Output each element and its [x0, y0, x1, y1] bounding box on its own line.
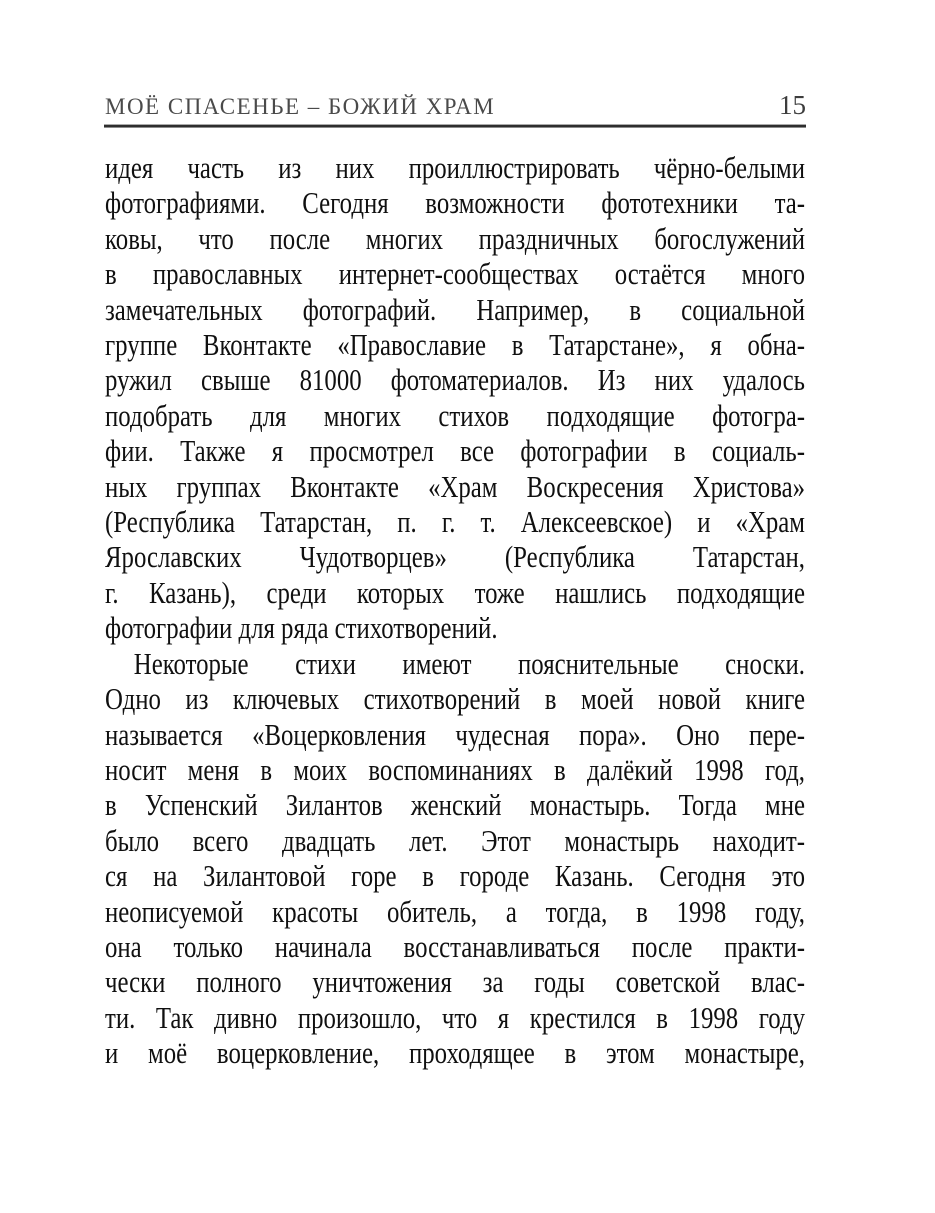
text-line: и моё воцерковление, проходящее в этом монастыре,	[105, 1035, 805, 1071]
text-line: неописуемой красоты обитель, а тогда, в 1998 году,	[105, 893, 805, 929]
text-line: Ярославских Чудотворцев» (Республика Татарстан,	[105, 539, 805, 575]
paragraph	[105, 150, 805, 646]
text-line: в Успенский Зилантов женский монастырь. Тогда мне	[105, 787, 805, 823]
page-number: 15	[779, 90, 806, 120]
text-line: ных группах Вконтакте «Храм Воскресения Христова»	[105, 468, 805, 504]
paragraph	[105, 646, 805, 1071]
text-line: Некоторые стихи имеют пояснительные сноски.	[133, 645, 806, 681]
text-line: носит меня в моих воспоминаниях в далёкий 1998 год,	[105, 751, 805, 787]
text-line: фотографии для ряда стихотворений.	[105, 610, 498, 646]
text-line: было всего двадцать лет. Этот монастырь находит-	[105, 822, 805, 858]
text-line: группе Вконтакте «Православие в Татарстане», я обна-	[105, 327, 805, 363]
text-line: в православных интернет-сообществах остаётся много	[105, 256, 805, 292]
text-line: (Республика Татарстан, п. г. т. Алексеевское) и «Храм	[105, 504, 805, 540]
page-header	[105, 90, 806, 121]
text-line: фии. Также я просмотрел все фотографии в социаль-	[105, 433, 805, 469]
text-line: г. Казань), среди которых тоже нашлись подходящие	[105, 574, 805, 610]
text-line: ружил свыше 81000 фотоматериалов. Из них удалось	[105, 362, 805, 398]
text-line: называется «Воцерковления чудесная пора». Оно пере-	[105, 716, 805, 752]
running-title: МОЁ СПАСЕНЬЕ – БОЖИЙ ХРАМ	[105, 94, 496, 119]
text-line: Одно из ключевых стихотворений в моей новой книге	[105, 681, 805, 717]
text-line: ти. Так дивно произошло, что я крестился в 1998 году	[105, 999, 805, 1035]
text-line: подобрать для многих стихов подходящие фотогра-	[105, 397, 805, 433]
text-line: ся на Зилантовой горе в городе Казань. Сегодня это	[105, 858, 805, 894]
text-line: ковы, что после многих праздничных богослужений	[105, 220, 805, 256]
text-line: замечательных фотографий. Например, в социальной	[105, 291, 805, 327]
text-line: она только начинала восстанавливаться после практи-	[105, 928, 805, 964]
text-line: фотографиями. Сегодня возможности фототехники та-	[105, 185, 805, 221]
text-line: чески полного уничтожения за годы советской влас-	[105, 964, 805, 1000]
header-rule	[104, 124, 806, 129]
text-line: идея часть из них проиллюстрировать чёрно-белыми	[105, 150, 805, 185]
text-block	[105, 150, 805, 1071]
